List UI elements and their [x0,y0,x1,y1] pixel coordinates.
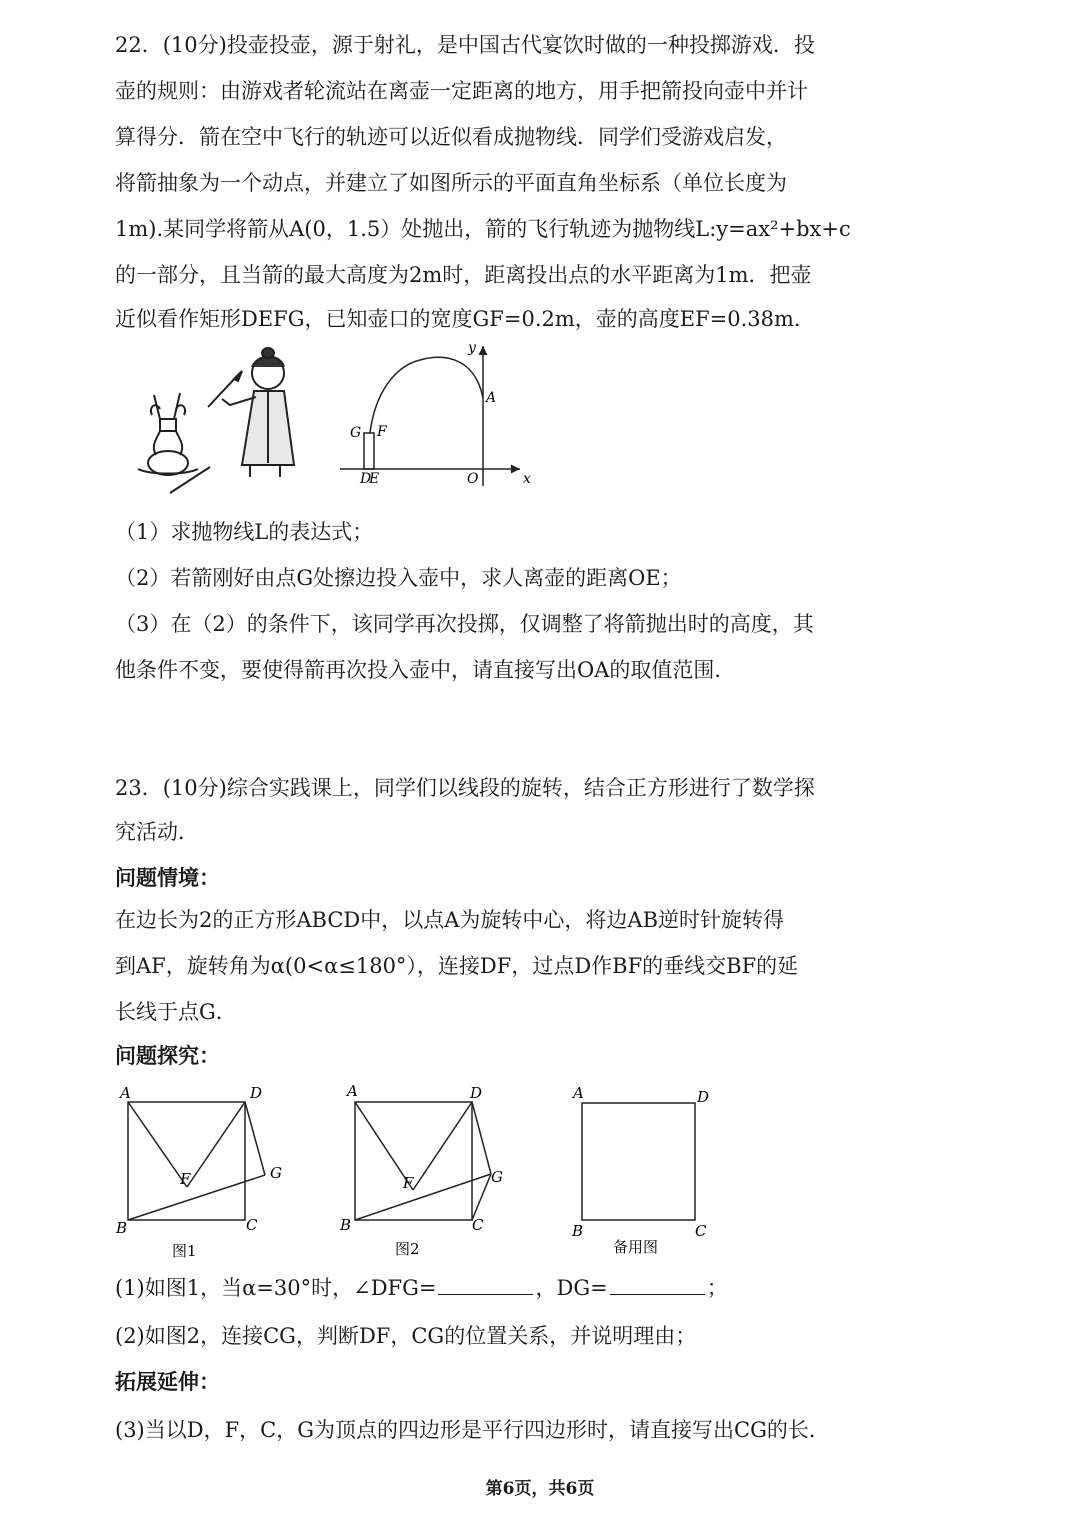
q23-backup-figure [565,1080,735,1265]
q22-line-1: 22．(10分)投壶投壶，源于射礼，是中国古代宴饮时做的一种投掷游戏．投 [115,33,815,57]
q23-part3: (3)当以D，F，C，G为顶点的四边形是平行四边形时，请直接写出CG的长． [115,1418,830,1442]
q22-sub2: （2）若箭刚好由点G处擦边投入壶中，求人离壶的距离OE； [115,566,682,590]
q23-heading-explore: 问题探究： [115,1043,220,1068]
fig1-label-D: D [250,1084,263,1102]
q22-line-4: 将箭抽象为一个动点，并建立了如图所示的平面直角坐标系（单位长度为 [115,171,787,195]
fig2-caption: 图2 [395,1240,420,1258]
backup-label-B: B [572,1222,584,1240]
q22-line-5: 1m).某同学将箭从A(0，1.5）处抛出，箭的飞行轨迹为抛物线L:y=ax²+bx+c [115,217,851,241]
q23-part1 [115,1272,728,1302]
q23-heading-extend: 拓展延伸： [115,1369,220,1394]
label-A: A [486,390,497,406]
page-footer: 第6页，共6页 [485,1479,595,1499]
q23-situation-line2: 到AF，旋转角为α(0<α≤180°），连接DF，过点D作BF的垂线交BF的延 [115,954,799,978]
q22-sub1: （1）求抛物线L的表达式； [115,520,374,544]
backup-label-A: A [573,1084,584,1102]
label-O: O [467,471,479,487]
q22-coordinate-figure [335,338,535,488]
backup-caption: 备用图 [613,1238,659,1256]
fig1-label-F: F [180,1170,191,1188]
fig2-label-C: C [472,1216,484,1234]
q22-line-3: 算得分．箭在空中飞行的轨迹可以近似看成抛物线．同学们受游戏启发， [115,125,787,149]
backup-label-D: D [697,1088,710,1106]
pot-icon [138,393,198,475]
q22-illustration [130,345,330,505]
q23-situation-line3: 长线于点G． [115,1000,237,1024]
q23-intro-line2: 究活动． [115,820,199,844]
q23-figure-1 [110,1080,300,1265]
label-D: D [360,471,372,487]
pot-rectangle [364,433,374,469]
label-y: y [468,340,476,356]
q23-figure-2 [335,1080,525,1265]
q22-sub3-line1: （3）在（2）的条件下，该同学再次投掷，仅调整了将箭抛出时的高度，其 [115,612,814,636]
label-F: F [377,424,387,440]
part1-end: ； [706,1276,728,1300]
label-E: E [369,471,380,487]
fig1-label-B: B [116,1219,128,1237]
answer-blank-dg[interactable] [610,1274,705,1295]
q23-situation-line1: 在边长为2的正方形ABCD中，以点A为旋转中心，将边AB逆时针旋转得 [115,908,785,932]
fig2-label-A: A [347,1082,358,1100]
fig1-label-G: G [270,1164,282,1182]
fig2-label-B: B [340,1216,352,1234]
part1-mid: ，DG= [535,1276,608,1300]
fig2-label-G: G [491,1168,503,1186]
q23-part2: (2)如图2，连接CG，判断DF，CG的位置关系，并说明理由； [115,1324,697,1348]
q22-sub3-line2: 他条件不变，要使得箭再次投入壶中，请直接写出OA的取值范围． [115,658,736,682]
fig2-label-F: F [403,1174,414,1192]
q23-heading-situation: 问题情境： [115,865,220,890]
backup-label-C: C [695,1222,707,1240]
label-G: G [350,425,362,441]
label-x: x [523,471,531,487]
parabola-curve [370,357,483,433]
part1-prefix: (1)如图1，当α=30°时，∠DFG= [115,1276,437,1300]
fig1-caption: 图1 [172,1242,197,1260]
fig1-label-A: A [120,1084,131,1102]
q23-intro-line1: 23．(10分)综合实践课上，同学们以线段的旋转，结合正方形进行了数学探 [115,776,815,800]
fig2-label-D: D [470,1084,483,1102]
person-icon [208,348,294,477]
answer-blank-angle[interactable] [438,1274,533,1295]
q22-line-2: 壶的规则：由游戏者轮流站在离壶一定距离的地方，用手把箭投向壶中并计 [115,79,808,103]
fig1-label-C: C [246,1216,258,1234]
q22-line-7: 近似看作矩形DEFG，已知壶口的宽度GF=0.2m，壶的高度EF=0.38m． [115,307,815,331]
q22-line-6: 的一部分，且当箭的最大高度为2m时，距离投出点的水平距离为1m．把壶 [115,263,812,287]
